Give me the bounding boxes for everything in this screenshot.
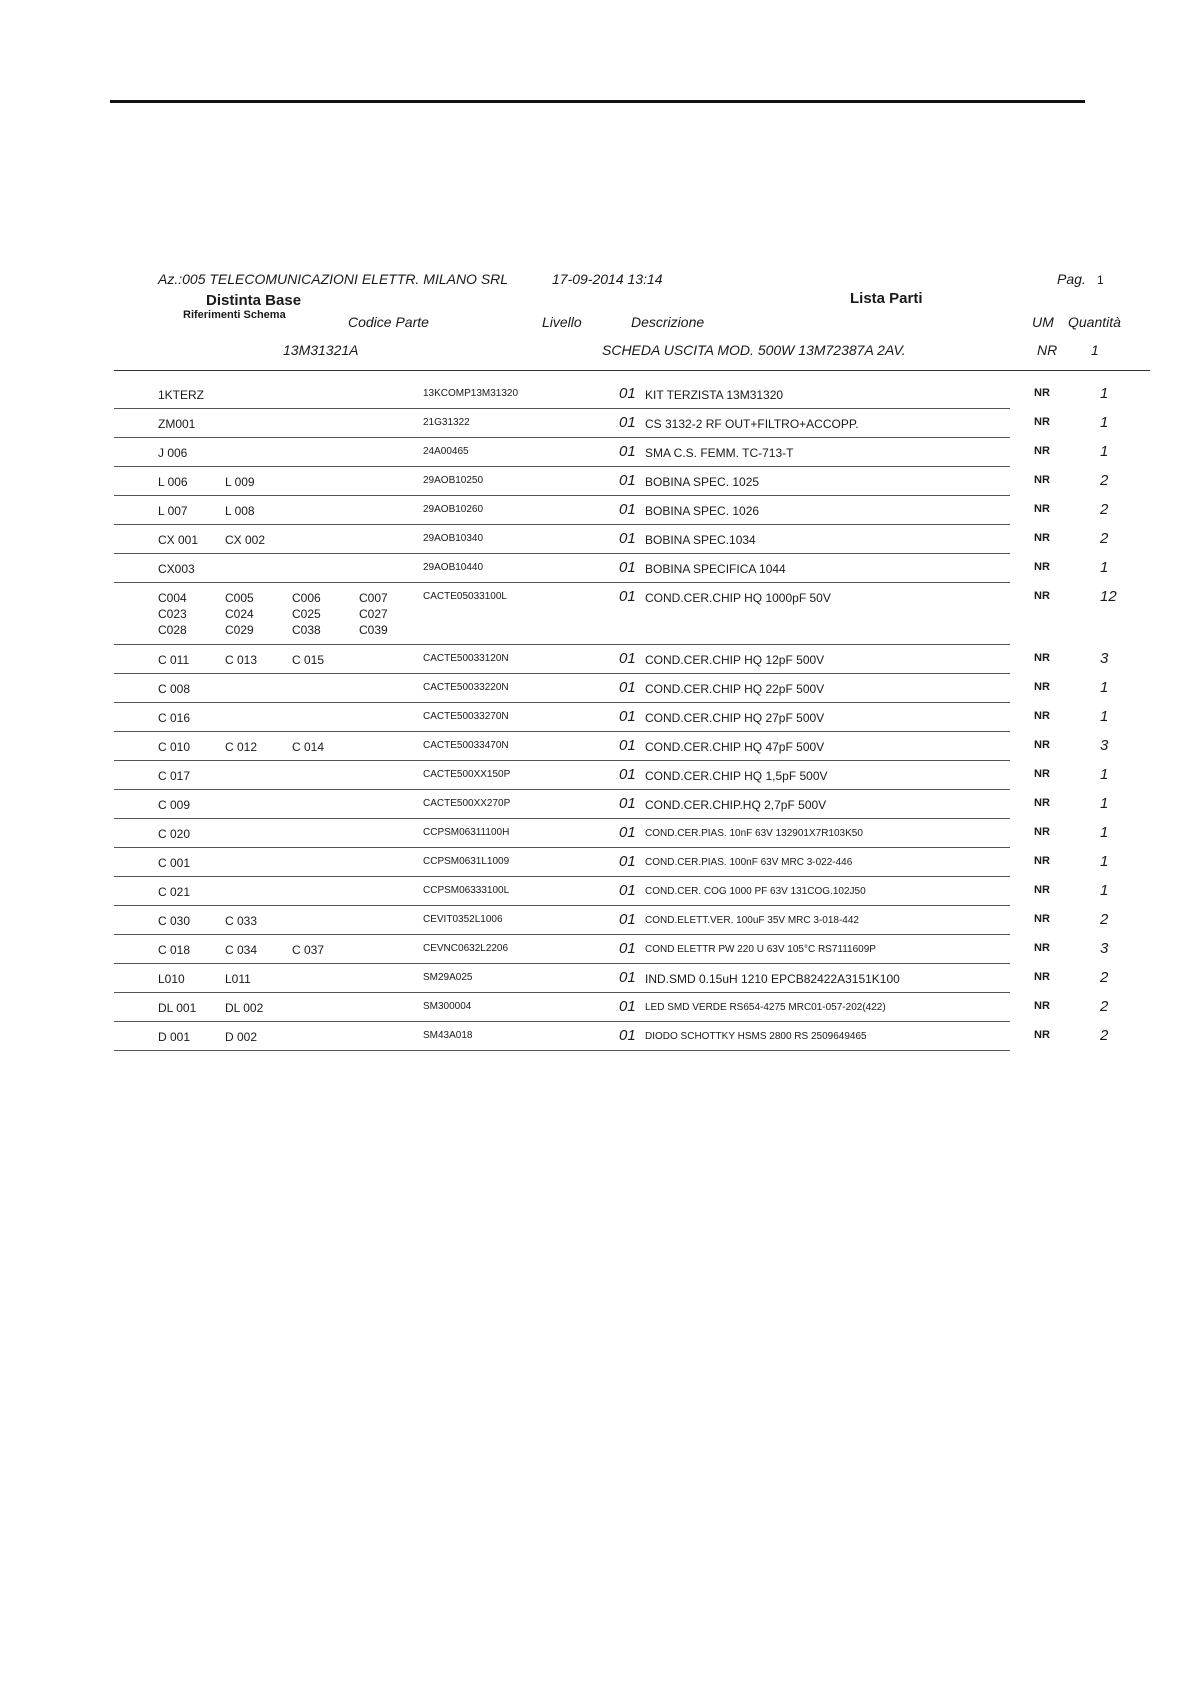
- schema-reference: C 012: [225, 740, 258, 754]
- schema-reference: CX 001: [158, 533, 199, 547]
- part-quantity: 1: [1100, 414, 1109, 431]
- part-um: NR: [1034, 971, 1050, 983]
- schema-reference: 1KTERZ: [158, 388, 205, 402]
- table-row: [114, 790, 1150, 819]
- col-references: Riferimenti Schema: [183, 309, 286, 321]
- schema-reference: L 009: [225, 475, 255, 489]
- part-description: BOBINA SPEC. 1026: [645, 504, 760, 518]
- part-description: COND.CER. COG 1000 PF 63V 131COG.102J50: [645, 886, 866, 897]
- schema-reference: DL 002: [225, 1001, 264, 1015]
- schema-reference: C 030: [158, 914, 191, 928]
- schema-reference: C 011: [158, 653, 190, 667]
- table-row: [114, 674, 1150, 703]
- part-code: SM300004: [423, 1001, 472, 1012]
- table-row: [114, 964, 1150, 993]
- schema-reference: ZM001: [158, 417, 196, 431]
- doc-title: Distinta Base: [206, 292, 302, 309]
- schema-reference: CX003: [158, 562, 195, 576]
- part-code: SM29A025: [423, 972, 473, 983]
- part-code: 29AOB10260: [423, 504, 484, 515]
- schema-reference: D 001: [158, 1030, 191, 1044]
- col-code: Codice Parte: [348, 314, 429, 330]
- part-level: 01: [619, 530, 636, 547]
- part-code: CACTE50033270N: [423, 711, 509, 722]
- part-quantity: 1: [1100, 882, 1109, 899]
- part-um: NR: [1034, 710, 1050, 722]
- part-description: COND.ELETT.VER. 100uF 35V MRC 3-018-442: [645, 915, 859, 926]
- part-level: 01: [619, 795, 636, 812]
- part-description: BOBINA SPEC.1034: [645, 533, 756, 547]
- part-description: COND.CER.CHIP HQ 22pF 500V: [645, 682, 825, 696]
- part-quantity: 1: [1100, 559, 1109, 576]
- part-code: CACTE50033120N: [423, 653, 509, 664]
- part-code: CACTE50033220N: [423, 682, 509, 693]
- parent-um: NR: [1037, 342, 1058, 358]
- schema-reference: C029: [225, 623, 254, 637]
- part-level: 01: [619, 969, 636, 986]
- table-row: [114, 438, 1150, 467]
- part-quantity: 1: [1100, 385, 1109, 402]
- part-um: NR: [1034, 474, 1050, 486]
- table-row: [114, 732, 1150, 761]
- part-um: NR: [1034, 1029, 1050, 1041]
- print-datetime: 17-09-2014 13:14: [552, 271, 663, 287]
- part-description: COND.CER.CHIP.HQ 2,7pF 500V: [645, 798, 827, 812]
- part-level: 01: [619, 385, 636, 402]
- row-separator: [114, 1050, 1010, 1051]
- part-code: 21G31322: [423, 417, 470, 428]
- part-level: 01: [619, 679, 636, 696]
- parent-code: 13M31321A: [283, 342, 359, 358]
- part-um: NR: [1034, 532, 1050, 544]
- schema-reference: C004: [158, 591, 187, 605]
- schema-reference: C 010: [158, 740, 191, 754]
- part-um: NR: [1034, 768, 1050, 780]
- part-description: COND.CER.CHIP HQ 12pF 500V: [645, 653, 825, 667]
- table-row: [114, 1022, 1150, 1051]
- schema-reference: CX 002: [225, 533, 266, 547]
- table-row: [114, 409, 1150, 438]
- part-code: CACTE50033470N: [423, 740, 509, 751]
- part-um: NR: [1034, 826, 1050, 838]
- part-code: CCPSM0631L1009: [423, 856, 510, 867]
- part-um: NR: [1034, 1000, 1050, 1012]
- part-quantity: 1: [1100, 708, 1109, 725]
- schema-reference: L 008: [225, 504, 255, 518]
- part-level: 01: [619, 911, 636, 928]
- part-code: CACTE500XX270P: [423, 798, 511, 809]
- header-rule: [114, 370, 1150, 371]
- col-description: Descrizione: [631, 314, 705, 330]
- part-quantity: 1: [1100, 795, 1109, 812]
- schema-reference: C 001: [158, 856, 191, 870]
- schema-reference: C 009: [158, 798, 191, 812]
- part-level: 01: [619, 559, 636, 576]
- part-description: LED SMD VERDE RS654-4275 MRC01-057-202(422): [645, 1002, 886, 1013]
- part-quantity: 12: [1100, 588, 1117, 605]
- part-description: SMA C.S. FEMM. TC-713-T: [645, 446, 794, 460]
- parent-description: SCHEDA USCITA MOD. 500W 13M72387A 2AV.: [602, 342, 906, 358]
- table-row: [114, 703, 1150, 732]
- part-um: NR: [1034, 855, 1050, 867]
- part-code: CACTE500XX150P: [423, 769, 511, 780]
- table-row: [114, 819, 1150, 848]
- table-row: [114, 877, 1150, 906]
- part-um: NR: [1034, 445, 1050, 457]
- part-code: 29AOB10340: [423, 533, 484, 544]
- part-um: NR: [1034, 942, 1050, 954]
- schema-reference: C 020: [158, 827, 191, 841]
- part-description: IND.SMD 0.15uH 1210 EPCB82422A3151K100: [645, 972, 900, 986]
- part-quantity: 2: [1100, 998, 1109, 1015]
- part-um: NR: [1034, 503, 1050, 515]
- table-row: [114, 906, 1150, 935]
- parent-qty: 1: [1091, 342, 1099, 358]
- part-um: NR: [1034, 387, 1050, 399]
- page-number: 1: [1097, 273, 1104, 287]
- part-code: CACTE05033100L: [423, 591, 507, 602]
- col-level: Livello: [542, 314, 582, 330]
- schema-reference: C028: [158, 623, 187, 637]
- part-um: NR: [1034, 739, 1050, 751]
- part-quantity: 2: [1100, 530, 1109, 547]
- schema-reference: J 006: [158, 446, 188, 460]
- schema-reference: C 033: [225, 914, 258, 928]
- page-label: Pag.: [1057, 271, 1086, 287]
- schema-reference: L011: [225, 972, 251, 986]
- table-row: [114, 380, 1150, 409]
- part-um: NR: [1034, 652, 1050, 664]
- schema-reference: C 034: [225, 943, 258, 957]
- table-row: [114, 761, 1150, 790]
- part-quantity: 2: [1100, 969, 1109, 986]
- part-level: 01: [619, 853, 636, 870]
- part-code: CCPSM06333100L: [423, 885, 510, 896]
- schema-reference: L 006: [158, 475, 188, 489]
- part-description: COND.CER.CHIP HQ 1000pF 50V: [645, 591, 831, 605]
- schema-reference: C027: [359, 607, 388, 621]
- part-quantity: 1: [1100, 443, 1109, 460]
- parts-table: [114, 380, 1150, 1051]
- part-um: NR: [1034, 681, 1050, 693]
- schema-reference: C 017: [158, 769, 191, 783]
- table-row: [114, 554, 1150, 583]
- part-level: 01: [619, 998, 636, 1015]
- part-code: 13KCOMP13M31320: [423, 388, 519, 399]
- schema-reference: L 007: [158, 504, 188, 518]
- schema-reference: C 013: [225, 653, 258, 667]
- part-quantity: 2: [1100, 472, 1109, 489]
- part-quantity: 3: [1100, 650, 1109, 667]
- part-description: KIT TERZISTA 13M31320: [645, 388, 784, 402]
- schema-reference: C 014: [292, 740, 325, 754]
- part-description: COND.CER.PIAS. 100nF 63V MRC 3-022-446: [645, 857, 853, 868]
- schema-reference: DL 001: [158, 1001, 197, 1015]
- part-code: 29AOB10440: [423, 562, 484, 573]
- part-level: 01: [619, 940, 636, 957]
- part-description: COND.CER.CHIP HQ 1,5pF 500V: [645, 769, 828, 783]
- schema-reference: C 016: [158, 711, 191, 725]
- schema-reference: C 037: [292, 943, 325, 957]
- schema-reference: C038: [292, 623, 321, 637]
- part-quantity: 1: [1100, 766, 1109, 783]
- part-um: NR: [1034, 797, 1050, 809]
- part-code: CEVNC0632L2206: [423, 943, 509, 954]
- part-quantity: 3: [1100, 940, 1109, 957]
- part-level: 01: [619, 501, 636, 518]
- part-quantity: 2: [1100, 501, 1109, 518]
- schema-reference: C 021: [158, 885, 191, 899]
- part-description: COND.CER.PIAS. 10nF 63V 132901X7R103K50: [645, 828, 863, 839]
- part-um: NR: [1034, 590, 1050, 602]
- top-rule: [110, 100, 1085, 103]
- part-level: 01: [619, 824, 636, 841]
- schema-reference: L010: [158, 972, 185, 986]
- part-level: 01: [619, 737, 636, 754]
- part-quantity: 1: [1100, 853, 1109, 870]
- part-code: CEVIT0352L1006: [423, 914, 503, 925]
- part-um: NR: [1034, 913, 1050, 925]
- schema-reference: C006: [292, 591, 321, 605]
- part-description: COND.CER.CHIP HQ 47pF 500V: [645, 740, 825, 754]
- schema-reference: C007: [359, 591, 388, 605]
- schema-reference: C023: [158, 607, 187, 621]
- schema-reference: D 002: [225, 1030, 258, 1044]
- table-row: [114, 993, 1150, 1022]
- part-level: 01: [619, 414, 636, 431]
- table-row: [114, 496, 1150, 525]
- part-level: 01: [619, 882, 636, 899]
- part-code: SM43A018: [423, 1030, 473, 1041]
- part-level: 01: [619, 472, 636, 489]
- schema-reference: C 015: [292, 653, 325, 667]
- part-quantity: 2: [1100, 1027, 1109, 1044]
- table-row: [114, 848, 1150, 877]
- part-level: 01: [619, 443, 636, 460]
- schema-reference: C039: [359, 623, 388, 637]
- part-um: NR: [1034, 884, 1050, 896]
- company-name: Az.:005 TELECOMUNICAZIONI ELETTR. MILANO SRL: [158, 271, 509, 287]
- col-um: UM: [1032, 314, 1054, 330]
- part-code: 24A00465: [423, 446, 469, 457]
- part-description: BOBINA SPECIFICA 1044: [645, 562, 786, 576]
- part-quantity: 1: [1100, 679, 1109, 696]
- part-quantity: 2: [1100, 911, 1109, 928]
- part-um: NR: [1034, 416, 1050, 428]
- table-row: [114, 583, 1150, 645]
- part-level: 01: [619, 588, 636, 605]
- part-description: CS 3132-2 RF OUT+FILTRO+ACCOPP.: [645, 417, 859, 431]
- schema-reference: C005: [225, 591, 254, 605]
- schema-reference: C025: [292, 607, 321, 621]
- list-title: Lista Parti: [850, 290, 923, 307]
- part-code: 29AOB10250: [423, 475, 484, 486]
- schema-reference: C024: [225, 607, 254, 621]
- table-row: [114, 525, 1150, 554]
- schema-reference: C 008: [158, 682, 191, 696]
- table-row: [114, 467, 1150, 496]
- schema-reference: C 018: [158, 943, 191, 957]
- part-level: 01: [619, 1027, 636, 1044]
- part-quantity: 1: [1100, 824, 1109, 841]
- part-description: BOBINA SPEC. 1025: [645, 475, 760, 489]
- part-description: DIODO SCHOTTKY HSMS 2800 RS 2509649465: [645, 1031, 867, 1042]
- table-row: [114, 645, 1150, 674]
- part-level: 01: [619, 766, 636, 783]
- part-description: COND ELETTR PW 220 U 63V 105°C RS7111609P: [645, 944, 876, 955]
- part-description: COND.CER.CHIP HQ 27pF 500V: [645, 711, 825, 725]
- part-um: NR: [1034, 561, 1050, 573]
- part-quantity: 3: [1100, 737, 1109, 754]
- col-quantity: Quantità: [1068, 314, 1121, 330]
- part-level: 01: [619, 708, 636, 725]
- table-row: [114, 935, 1150, 964]
- part-level: 01: [619, 650, 636, 667]
- part-code: CCPSM06311100H: [423, 827, 510, 838]
